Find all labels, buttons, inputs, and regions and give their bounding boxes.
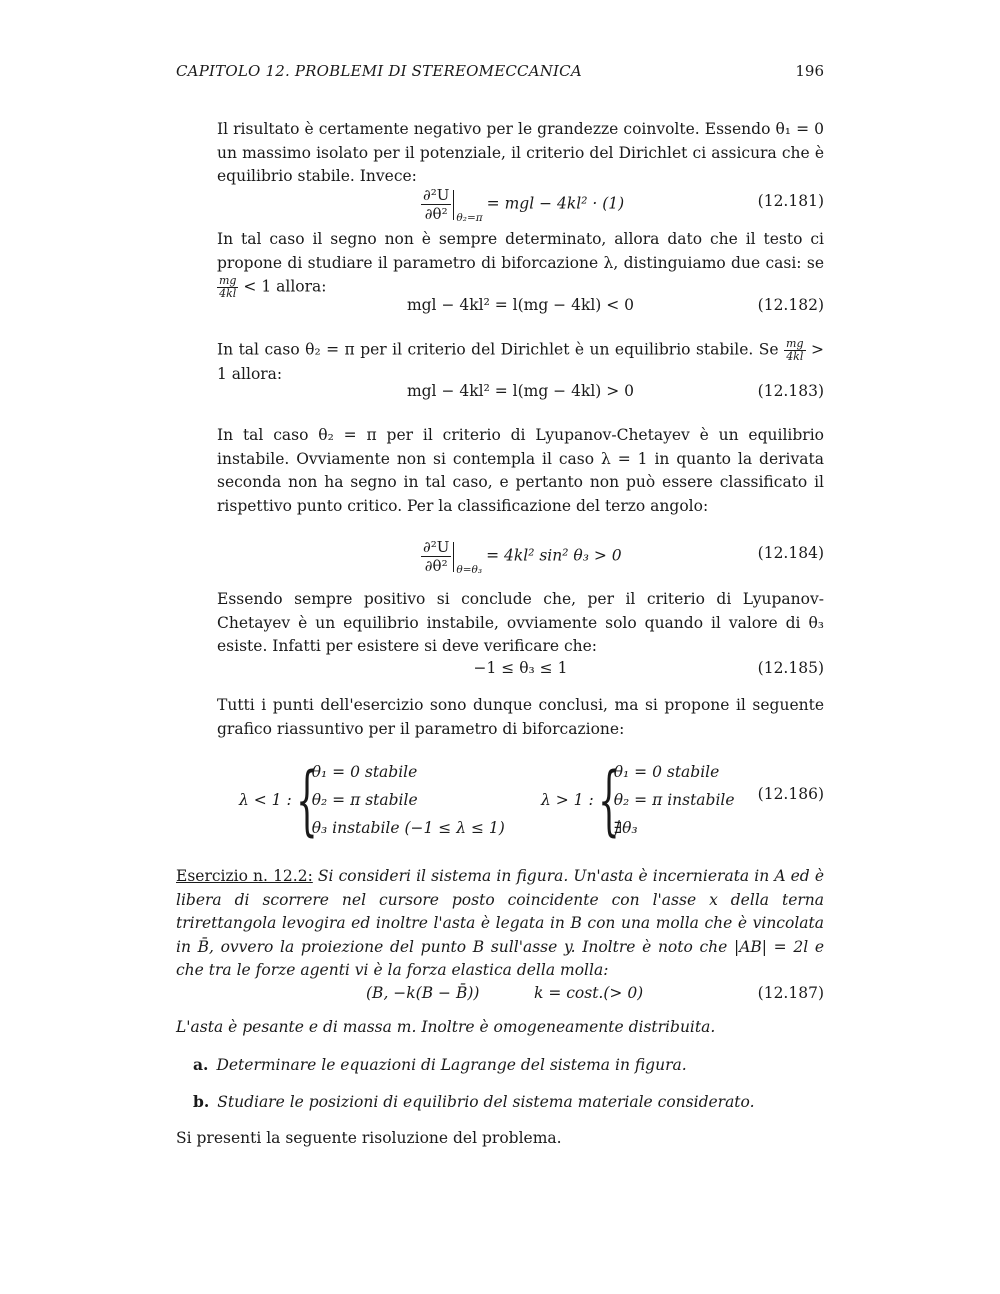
exercise-label: Esercizio n. 12.2: (176, 867, 313, 885)
equation-12-182: mgl − 4kl² = l(mg − 4kl) < 0 (12.182) (217, 290, 824, 320)
equation-12-187: (B, −k(B − B̄)) k = cost.(> 0) (12.187) (176, 978, 824, 1008)
paragraph-1: Il risultato è certamente negativo per le grandezze coinvolte. Essendo θ₁ = 0 un massimo isolato per il potenziale, il criterio del Dirichlet ci assicura che è equilibrio stabile. Invece: (217, 120, 824, 185)
chapter-title: CAPITOLO 12. PROBLEMI DI STEREOMECCANICA (176, 62, 582, 80)
fraction-d2U-dtheta2: $\frac{\text{∂²U}}{\text{∂θ²}}$ (423, 538, 450, 575)
paragraph-6: Tutti i punti dell'esercizio sono dunque conclusi, ma si propone il seguente grafico riassuntivo per il parametro di biforcazione: (217, 696, 824, 738)
task-item-b: b. Studiare le posizioni di equilibrio del sistema materiale considerato. (193, 1092, 755, 1111)
equation-12-183: mgl − 4kl² = l(mg − 4kl) > 0 (12.183) (217, 376, 824, 406)
equation-number: (12.182) (757, 296, 824, 314)
case-row: ∄θ₃ (613, 819, 638, 837)
case-row: θ₁ = 0 stabile (613, 763, 720, 781)
equation-12-185: −1 ≤ θ₃ ≤ 1 (12.185) (217, 653, 824, 683)
case-row: θ₁ = 0 stabile (311, 763, 418, 781)
left-brace: { (597, 755, 620, 844)
case-row: θ₃ instabile (−1 ≤ λ ≤ 1) (311, 819, 505, 837)
equation-number: (12.181) (757, 192, 824, 210)
page-number: 196 (795, 62, 824, 80)
left-brace: { (295, 755, 318, 844)
equation-12-181: $\frac{\text{∂²U}}{\text{∂θ²}}$ $_{\theta_2=\pi}$= mgl − 4kl² · (1) (12.181) (423, 186, 824, 224)
equation-number: (12.185) (757, 659, 824, 677)
paragraph-5: Essendo sempre positivo si conclude che, per il criterio di Lyupanov-Chetayev è un equilibrio instabile, ovviamente solo quando il valore di θ₃ esiste. Infatti per esistere si deve verificare che: (217, 590, 824, 655)
fraction-d2U-dtheta2: $\frac{\text{∂²U}}{\text{∂θ²}}$ (423, 186, 450, 223)
exercise-statement: Esercizio n. 12.2: Si consideri il sistema in figura. Un'asta è incernierata in A ed è libera di scorrere nel cursore posto coincidente con l'asse x della terna trirettangola levogira ed inoltre l'asta è legata in B con una molla che è vincolata in B̄, ovvero la proiezione del punto B sull'asse y. Inoltre è noto che |AB| = 2l e che tra le forze agenti vi è la forza elastica della molla: (176, 867, 824, 979)
case-row: θ₂ = π instabile (613, 791, 735, 809)
paragraph-7: L'asta è pesante e di massa m. Inoltre è omogeneamente distribuita. (176, 1018, 716, 1036)
paragraph-2: In tal caso il segno non è sempre determinato, allora dato che il testo ci propone di studiare il parametro di biforcazione λ, distinguiamo due casi: se $\frac{mg}{4kl}$ < 1 allora: (217, 230, 824, 300)
task-item-a: a. Determinare le equazioni di Lagrange del sistema in figura. (193, 1055, 687, 1074)
equation-12-184: $\frac{\text{∂²U}}{\text{∂θ²}}$ $_{\theta=\theta_3}$= 4kl² sin² θ₃ > 0 (12.184) (423, 538, 824, 576)
case-row: θ₂ = π stabile (311, 791, 418, 809)
equation-number: (12.184) (757, 544, 824, 562)
equation-number: (12.187) (757, 984, 824, 1002)
fraction-mg-4kl: $\frac{mg}{4kl}$ (219, 274, 237, 300)
paragraph-3: In tal caso θ₂ = π per il criterio del Dirichlet è un equilibrio stabile. Se $\frac{mg}{4kl}$ > 1 allora: (217, 337, 824, 383)
equation-12-186 (217, 755, 824, 844)
paragraph-8: Si presenti la seguente risoluzione del problema. (176, 1129, 562, 1147)
equation-number: (12.186) (757, 785, 824, 803)
fraction-mg-4kl: $\frac{mg}{4kl}$ (786, 337, 804, 363)
case-lambda-greater-1: λ > 1 : { θ₁ = 0 stabile θ₂ = π instabile ∄θ₃ (541, 755, 735, 844)
running-header (176, 62, 824, 80)
equation-number: (12.183) (757, 382, 824, 400)
paragraph-4: In tal caso θ₂ = π per il criterio di Lyupanov-Chetayev è un equilibrio instabile. Ovviamente non si contempla il caso λ = 1 in quanto la derivata seconda non ha segno in tal caso, e pertanto non può essere classificato il rispettivo punto critico. Per la classificazione del terzo angolo: (217, 426, 824, 515)
case-lambda-less-1: λ < 1 : { θ₁ = 0 stabile θ₂ = π stabile θ₃ instabile (−1 ≤ λ ≤ 1) (239, 755, 505, 844)
